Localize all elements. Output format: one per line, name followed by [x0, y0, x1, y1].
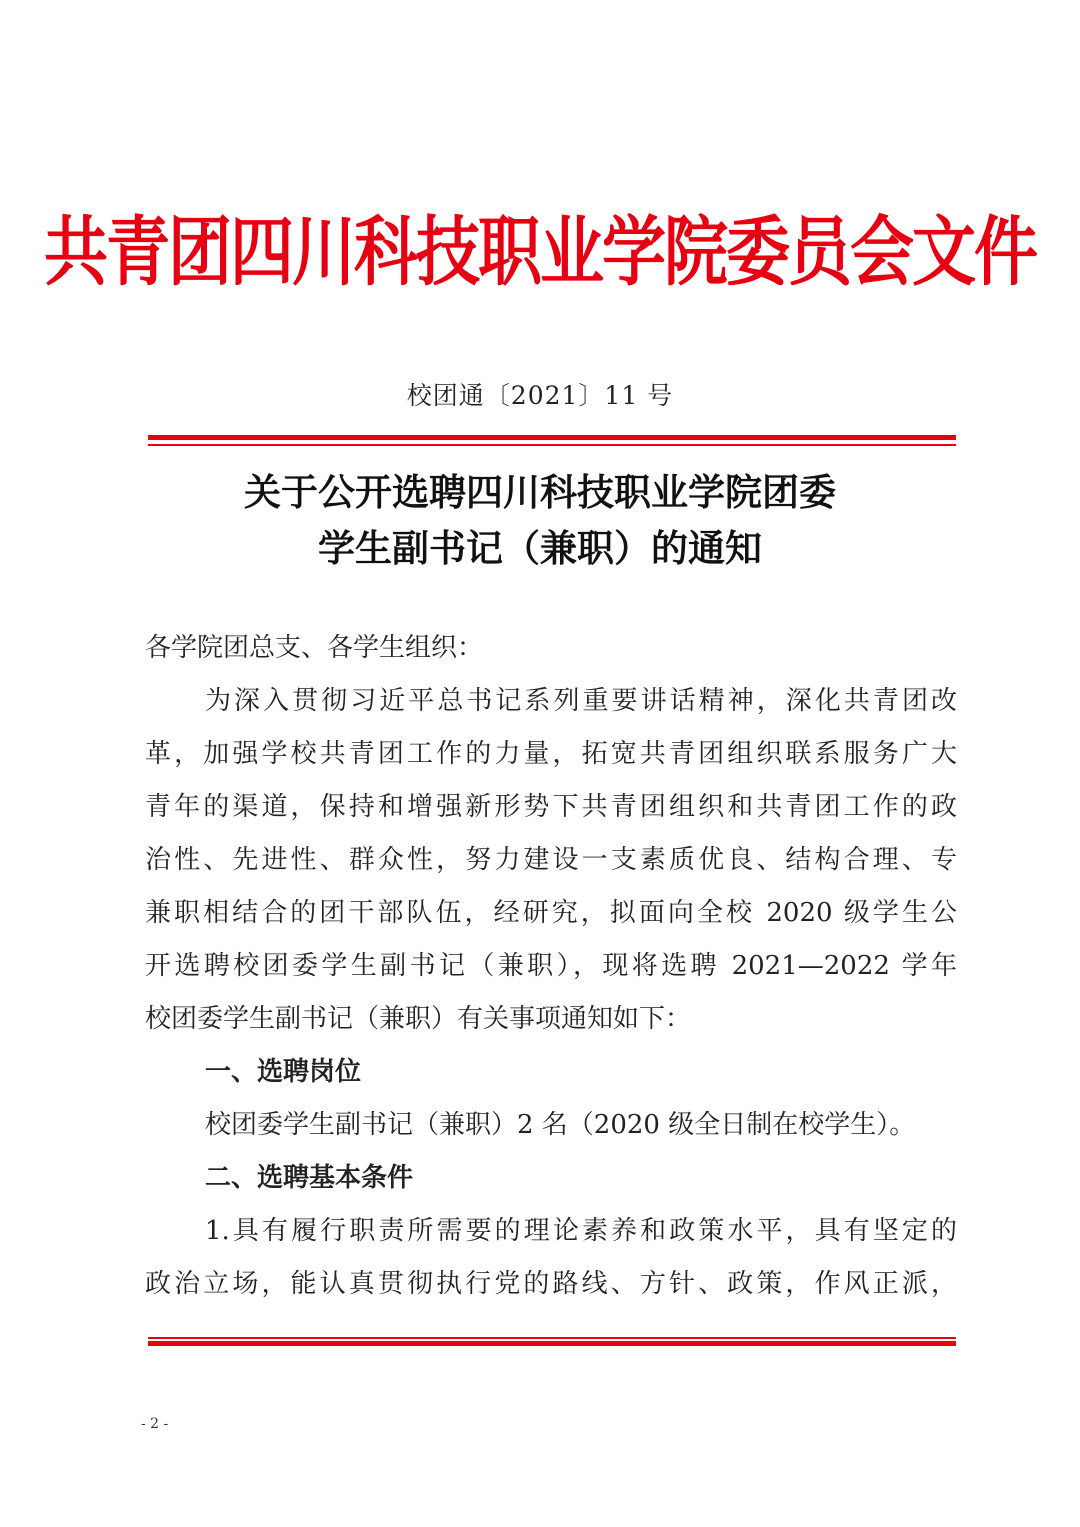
paragraph-line: 开选聘校团委学生副书记（兼职），现将选聘 2021—2022 学年: [145, 951, 957, 981]
notice-title-line-2: 学生副书记（兼职）的通知: [318, 526, 762, 570]
section-text-positions: 校团委学生副书记（兼职）2 名（2020 级全日制在校学生）。: [205, 1110, 916, 1140]
paragraph-line: 政治立场，能认真贯彻执行党的路线、方针、政策，作风正派，: [145, 1269, 957, 1299]
paragraph-line: 1.具有履行职责所需要的理论素养和政策水平，具有坚定的: [205, 1216, 957, 1246]
section-heading-positions: 一、选聘岗位: [205, 1057, 362, 1087]
paragraph-line: 革，加强学校共青团工作的力量，拓宽共青团组织联系服务广大: [145, 739, 957, 769]
paragraph-line: 兼职相结合的团干部队伍，经研究，拟面向全校 2020 级学生公: [145, 898, 957, 928]
document-number: 校团通〔2021〕11 号: [406, 381, 674, 410]
salutation: 各学院团总支、各学生组织：: [145, 633, 484, 663]
paragraph-line: 为深入贯彻习近平总书记系列重要讲话精神，深化共青团改: [205, 686, 957, 716]
document-header-title: 共青团四川科技职业学院委员会文件: [44, 208, 1036, 297]
notice-title-line-1: 关于公开选聘四川科技职业学院团委: [244, 470, 836, 514]
section-heading-conditions: 二、选聘基本条件: [205, 1163, 414, 1193]
footer-divider-thick: [148, 1341, 956, 1346]
paragraph-line: 青年的渠道，保持和增强新形势下共青团组织和共青团工作的政: [145, 792, 957, 822]
page-number: - 2 -: [141, 1416, 169, 1432]
footer-divider-thin: [148, 1337, 956, 1339]
paragraph-line: 治性、先进性、群众性，努力建设一支素质优良、结构合理、专: [145, 845, 957, 875]
notice-title: [0, 464, 1080, 576]
notice-body: [145, 622, 957, 1311]
header-divider-thin: [148, 444, 956, 446]
paragraph-line: 校团委学生副书记（兼职）有关事项通知如下：: [145, 1004, 692, 1034]
header-divider-thick: [148, 435, 956, 440]
